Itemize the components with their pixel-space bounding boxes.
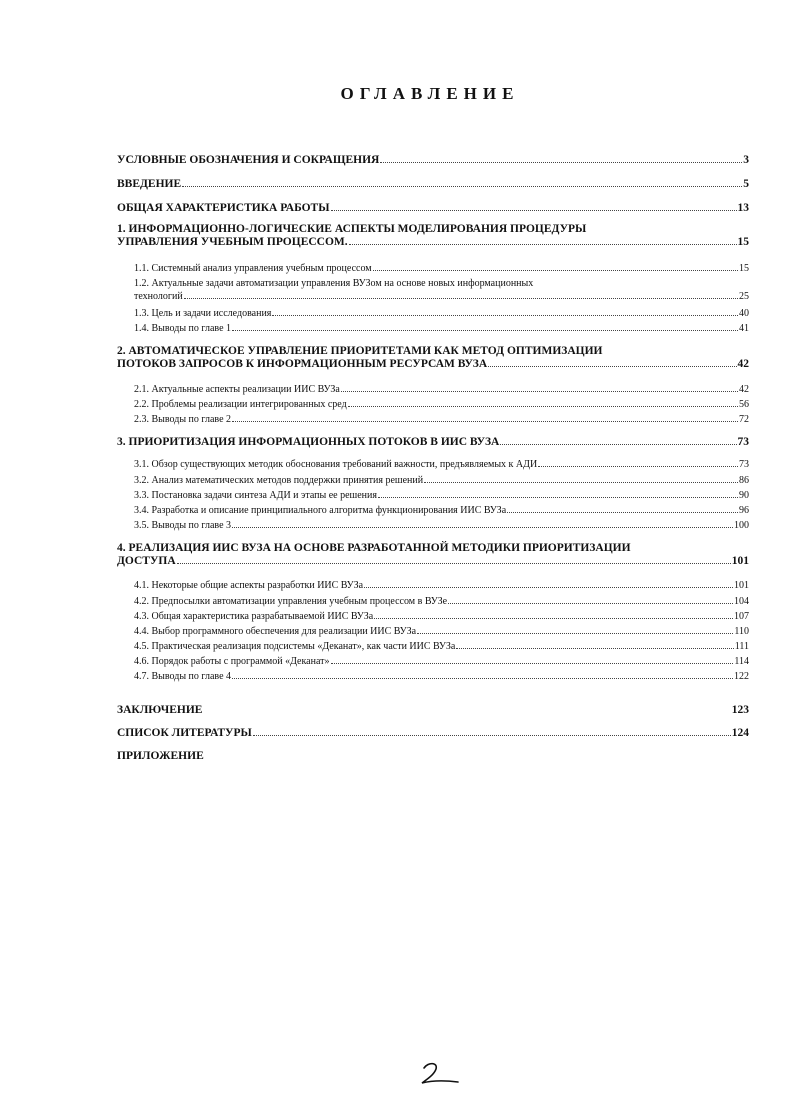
toc-section-4-7[interactable]: 4.7. Выводы по главе 4 122 [134,671,749,682]
toc-entry-conclusion[interactable]: ЗАКЛЮЧЕНИЕ 123 [117,704,749,716]
toc-section-4-2[interactable]: 4.2. Предпосылки автоматизации управления учебным процессом в ВУЗе 104 [134,596,749,607]
page-title: ОГЛАВЛЕНИЕ [340,84,520,103]
toc-section-3-4[interactable]: 3.4. Разработка и описание принципиального алгоритма функционирования ИИС ВУЗа 96 [134,505,749,516]
toc-chapter-1[interactable]: 1. ИНФОРМАЦИОННО-ЛОГИЧЕСКИЕ АСПЕКТЫ МОДЕЛИРОВАНИЯ ПРОЦЕДУРЫ УПРАВЛЕНИЯ УЧЕБНЫМ ПРОЦЕССОМ. 15 [117,223,749,248]
toc-section-3-3[interactable]: 3.3. Постановка задачи синтеза АДИ и этапы ее решения 90 [134,490,749,501]
toc-section-1-2[interactable]: 1.2. Актуальные задачи автоматизации управления ВУЗом на основе новых информационных технологий 25 [134,278,749,302]
toc-chapter-4[interactable]: 4. РЕАЛИЗАЦИЯ ИИС ВУЗА НА ОСНОВЕ РАЗРАБОТАННОЙ МЕТОДИКИ ПРИОРИТИЗАЦИИ ДОСТУПА 101 [117,542,749,567]
handwritten-page-number [418,1062,462,1086]
toc-section-1-4[interactable]: 1.4. Выводы по главе 1 41 [134,323,749,334]
toc-section-3-5[interactable]: 3.5. Выводы по главе 3 100 [134,520,749,531]
toc-section-3-2[interactable]: 3.2. Анализ математических методов поддержки принятия решений 86 [134,475,749,486]
toc-entry-general-characteristics[interactable]: ОБЩАЯ ХАРАКТЕРИСТИКА РАБОТЫ 13 [117,202,749,214]
toc-section-1-3[interactable]: 1.3. Цель и задачи исследования 40 [134,308,749,319]
toc-section-2-1[interactable]: 2.1. Актуальные аспекты реализации ИИС ВУЗа 42 [134,384,749,395]
toc-entry-references[interactable]: СПИСОК ЛИТЕРАТУРЫ 124 [117,727,749,739]
toc-entry-appendix[interactable]: ПРИЛОЖЕНИЕ [117,750,204,762]
toc-section-2-3[interactable]: 2.3. Выводы по главе 2 72 [134,414,749,425]
toc-section-4-3[interactable]: 4.3. Общая характеристика разрабатываемой ИИС ВУЗа 107 [134,611,749,622]
toc-section-2-2[interactable]: 2.2. Проблемы реализации интегрированных сред 56 [134,399,749,410]
toc-entry-introduction[interactable]: ВВЕДЕНИЕ 5 [117,178,749,190]
toc-section-4-5[interactable]: 4.5. Практическая реализация подсистемы «Деканат», как части ИИС ВУЗа 111 [134,641,749,652]
toc-section-4-6[interactable]: 4.6. Порядок работы с программой «Деканат» 114 [134,656,749,667]
toc-section-3-1[interactable]: 3.1. Обзор существующих методик обоснования требований важности, предъявляемых к АДИ 73 [134,459,749,470]
toc-chapter-3[interactable]: 3. ПРИОРИТИЗАЦИЯ ИНФОРМАЦИОННЫХ ПОТОКОВ В ИИС ВУЗА 73 [117,436,749,448]
toc-entry-abbreviations[interactable]: УСЛОВНЫЕ ОБОЗНАЧЕНИЯ И СОКРАЩЕНИЯ 3 [117,154,749,166]
toc-section-4-4[interactable]: 4.4. Выбор программного обеспечения для реализации ИИС ВУЗа 110 [134,626,749,637]
toc-section-1-1[interactable]: 1.1. Системный анализ управления учебным процессом 15 [134,263,749,274]
toc-chapter-2[interactable]: 2. АВТОМАТИЧЕСКОЕ УПРАВЛЕНИЕ ПРИОРИТЕТАМИ КАК МЕТОД ОПТИМИЗАЦИИ ПОТОКОВ ЗАПРОСОВ К ИНФОРМАЦИОННЫМ РЕСУРСАМ ВУЗА 42 [117,345,749,370]
toc-section-4-1[interactable]: 4.1. Некоторые общие аспекты разработки ИИС ВУЗа 101 [134,580,749,591]
